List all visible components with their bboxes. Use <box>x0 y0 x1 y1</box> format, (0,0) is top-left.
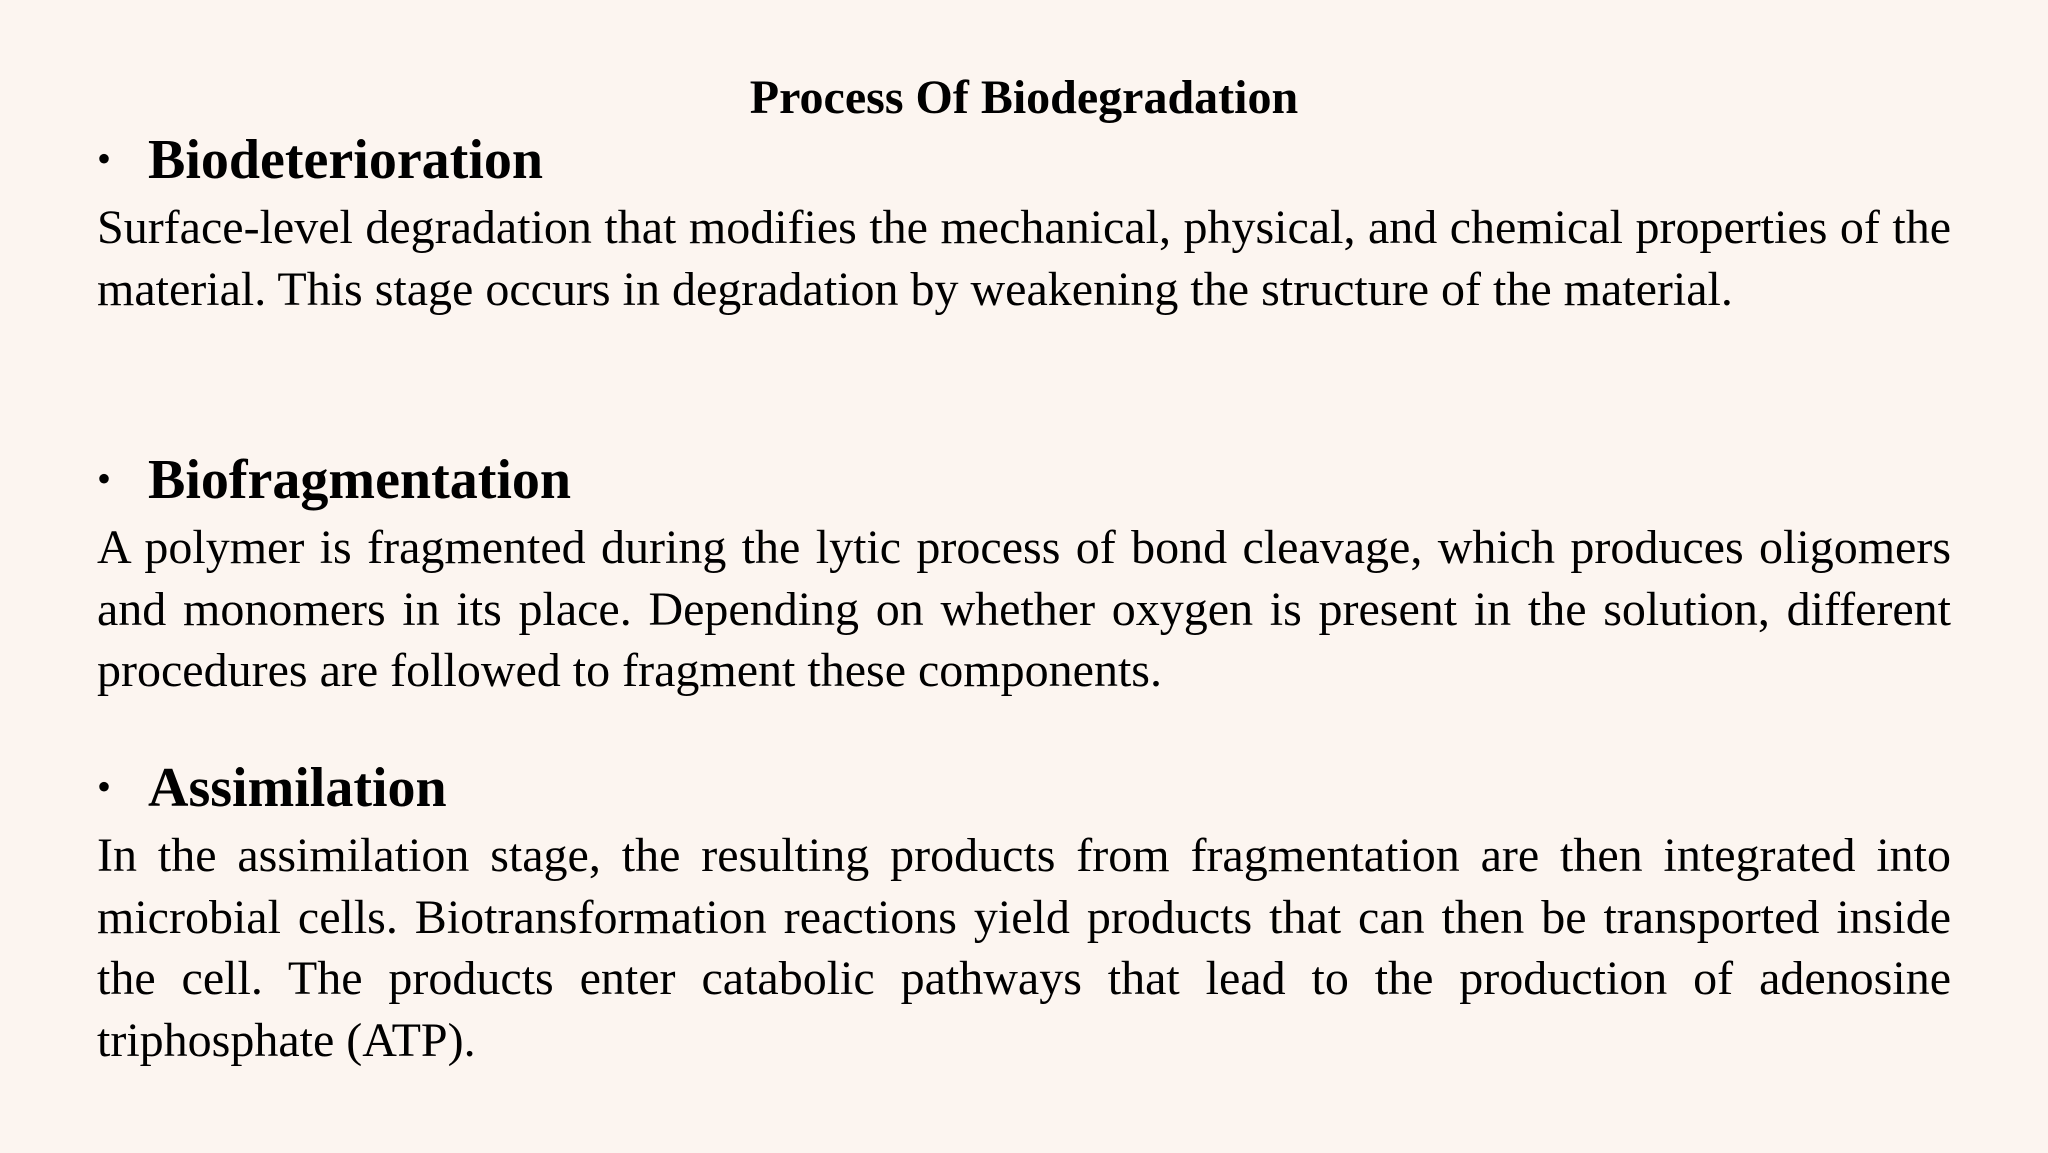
section-assimilation <box>97 756 1951 1071</box>
section-biofragmentation <box>97 448 1951 702</box>
section-heading-text: Biodeterioration <box>148 129 544 191</box>
section-body: In the assimilation stage, the resulting products from fragmentation are then integrated into microbial cells. Biotransformation reactions yield products that can then be transported inside the cell. The products enter catabolic pathways that lead to the production of adenosine triphosphate (ATP). <box>97 829 1951 1067</box>
section-biodeterioration <box>97 128 1951 320</box>
section-body: A polymer is fragmented during the lytic process of bond cleavage, which produces oligomers and monomers in its place. Depending on whether oxygen is present in the solution, different procedures are followed to fragment these components. <box>97 521 1951 697</box>
bullet-icon: • <box>97 456 112 501</box>
section-heading-text: Biofragmentation <box>148 449 572 511</box>
section-heading-text: Assimilation <box>148 757 447 819</box>
section-heading <box>97 756 1951 825</box>
section-heading <box>97 448 1951 517</box>
bullet-icon: • <box>97 764 112 809</box>
bullet-icon: • <box>97 136 112 181</box>
slide-title: Process Of Biodegradation <box>749 71 1299 124</box>
section-heading <box>97 128 1951 197</box>
section-body: Surface-level degradation that modifies the mechanical, physical, and chemical properties of the material. This stage occurs in degradation by weakening the structure of the material. <box>97 201 1951 316</box>
